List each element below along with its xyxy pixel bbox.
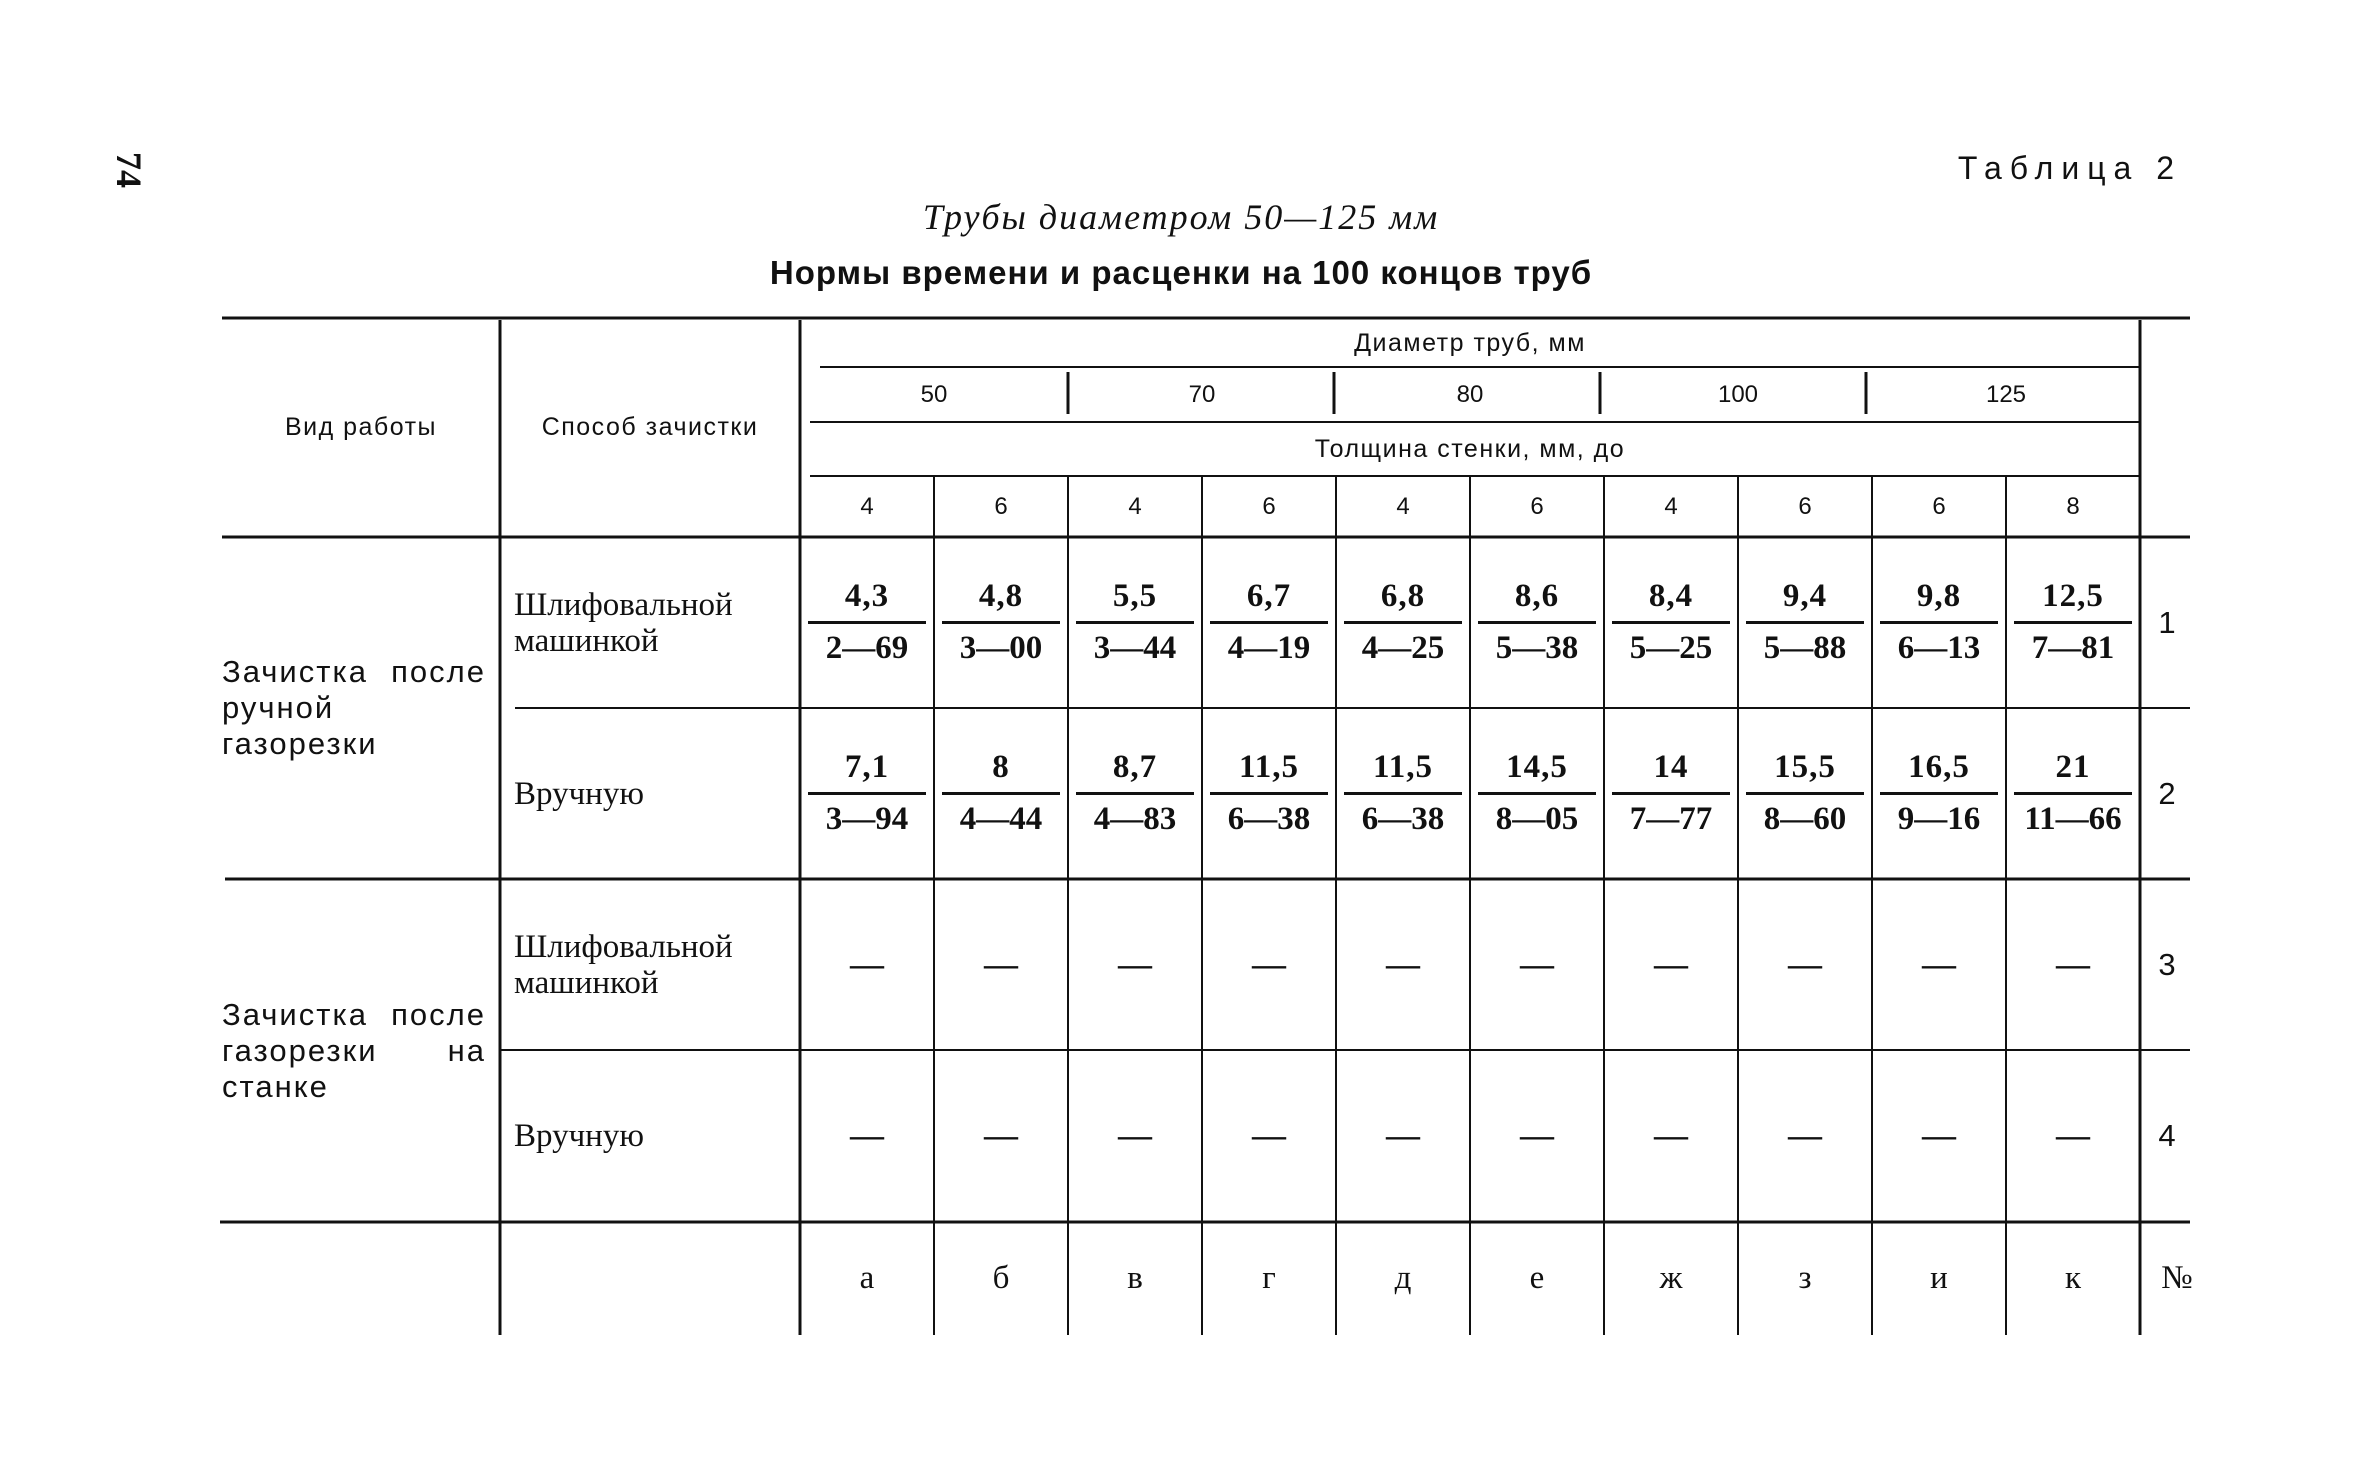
time-norm: 15,5 — [1774, 749, 1836, 785]
norm-rate-cell — [1470, 708, 1604, 879]
work-type-cell: Зачистка после газорезки на станке — [222, 996, 486, 1104]
empty-value-cell: — — [984, 1117, 1018, 1154]
column-letter: з — [1798, 1260, 1812, 1296]
page-number: 74 — [109, 152, 149, 188]
time-norm: 4,8 — [978, 578, 1024, 614]
rate-value: 6—13 — [1897, 630, 1981, 666]
norm-rate-cell — [800, 708, 934, 879]
header-thickness-cell: 4 — [1396, 492, 1410, 520]
time-norm: 12,5 — [2042, 578, 2104, 614]
time-norm: 6,8 — [1380, 578, 1426, 614]
empty-value-cell: — — [984, 945, 1018, 983]
empty-value-cell: — — [1654, 945, 1688, 983]
time-norm: 8,6 — [1514, 578, 1560, 614]
header-thickness-cell: 6 — [1932, 492, 1946, 520]
time-norm: 7,1 — [844, 749, 890, 785]
empty-value-cell: — — [2056, 1117, 2090, 1154]
empty-value-cell: — — [1654, 1117, 1688, 1154]
header-thickness-cell: 4 — [860, 492, 874, 520]
rate-value: 8—05 — [1495, 801, 1579, 837]
time-norm: 16,5 — [1908, 749, 1970, 785]
header-diameter-70: 70 — [1188, 380, 1216, 408]
header-thickness-cell: 4 — [1664, 492, 1678, 520]
norm-rate-cell — [934, 708, 1068, 879]
empty-value-cell: — — [1252, 1117, 1286, 1154]
column-letter: и — [1930, 1260, 1948, 1296]
table-title: Нормы времени и расценки на 100 концов труб — [769, 254, 1593, 291]
header-thickness-cell: 6 — [1530, 492, 1544, 520]
header-thickness-label: Толщина стенки, мм, до — [1314, 434, 1626, 463]
empty-value-cell: — — [850, 945, 884, 983]
empty-value-cell: — — [2056, 945, 2090, 983]
norm-rate-cell — [1068, 537, 1202, 708]
rate-value: 5—88 — [1763, 630, 1847, 666]
time-norm: 9,4 — [1782, 578, 1828, 614]
rate-value: 7—81 — [2031, 630, 2115, 666]
time-norm: 21 — [2055, 749, 2091, 785]
norm-rate-cell — [1336, 537, 1470, 708]
rate-value: 6—38 — [1361, 801, 1445, 837]
norm-rate-cell — [1872, 708, 2006, 879]
time-norm: 8,7 — [1112, 749, 1158, 785]
empty-value-cell: — — [1520, 1117, 1554, 1154]
norm-rate-cell — [1470, 537, 1604, 708]
column-letter: ж — [1659, 1260, 1683, 1296]
rate-value: 4—83 — [1093, 801, 1177, 837]
cleaning-method-cell: Вручную — [514, 775, 644, 812]
header-thickness-cell: 6 — [1798, 492, 1812, 520]
column-letter: г — [1262, 1260, 1276, 1296]
norm-rate-cell — [800, 537, 934, 708]
empty-value-cell: — — [1386, 1117, 1420, 1154]
norm-rate-cell — [1872, 537, 2006, 708]
empty-value-cell: — — [1252, 945, 1286, 983]
norm-rate-cell — [2006, 708, 2140, 879]
row-number: 2 — [2158, 775, 2176, 811]
empty-value-cell: — — [1788, 945, 1822, 983]
rate-value: 4—19 — [1227, 630, 1311, 666]
header-cleaning-method: Способ зачистки — [541, 413, 759, 441]
column-letter: б — [992, 1260, 1010, 1296]
header-diameter-125: 125 — [1985, 380, 2027, 408]
rate-value: 3—44 — [1093, 630, 1177, 666]
rate-value: 7—77 — [1629, 801, 1713, 837]
norm-rate-cell — [1336, 708, 1470, 879]
empty-value-cell: — — [1118, 1117, 1152, 1154]
norm-rate-cell — [1604, 708, 1738, 879]
norm-rate-cell — [934, 537, 1068, 708]
time-norm: 11,5 — [1373, 749, 1433, 785]
rate-value: 8—60 — [1763, 801, 1847, 837]
rate-value: 3—00 — [959, 630, 1043, 666]
cleaning-method-cell: Шлифовальной машинкой — [514, 928, 733, 1001]
time-norm: 8,4 — [1648, 578, 1694, 614]
rate-value: 11—66 — [2024, 801, 2122, 837]
empty-value-cell: — — [850, 1117, 884, 1154]
empty-value-cell: — — [1922, 945, 1956, 983]
time-norm: 14,5 — [1506, 749, 1568, 785]
norm-rate-cell — [1202, 708, 1336, 879]
header-work-type: Вид работы — [284, 413, 438, 441]
rate-value: 5—25 — [1629, 630, 1713, 666]
column-letter: к — [2064, 1260, 2082, 1296]
time-norm: 11,5 — [1239, 749, 1299, 785]
rate-value: 3—94 — [825, 801, 909, 837]
row-number-label: № — [2161, 1260, 2193, 1296]
column-letter: д — [1394, 1260, 1412, 1296]
empty-value-cell: — — [1922, 1117, 1956, 1154]
norm-rate-cell — [1738, 537, 1872, 708]
table-subtitle: Трубы диаметром 50—125 мм — [922, 197, 1440, 237]
row-number: 1 — [2158, 604, 2176, 640]
header-thickness-cell: 4 — [1128, 492, 1142, 520]
row-number: 4 — [2158, 1118, 2176, 1153]
rate-value: 6—38 — [1227, 801, 1311, 837]
rate-value: 4—25 — [1361, 630, 1445, 666]
header-thickness-cell: 8 — [2066, 492, 2080, 520]
header-diameter-80: 80 — [1456, 380, 1484, 408]
rate-value: 4—44 — [959, 801, 1043, 837]
time-norm: 4,3 — [844, 578, 890, 614]
work-type-cell: Зачистка после ручной газорезки — [222, 654, 486, 761]
header-diameter-label: Диаметр труб, мм — [1354, 328, 1586, 357]
table-label: Таблица 2 — [1957, 150, 2182, 186]
empty-value-cell: — — [1788, 1117, 1822, 1154]
time-norm: 6,7 — [1246, 578, 1292, 614]
time-norm: 8 — [992, 749, 1010, 785]
time-norm: 5,5 — [1112, 578, 1158, 614]
norm-rate-cell — [1068, 708, 1202, 879]
empty-value-cell: — — [1520, 945, 1554, 983]
empty-value-cell: — — [1118, 945, 1152, 983]
empty-value-cell: — — [1386, 945, 1420, 983]
norm-rate-cell — [1738, 708, 1872, 879]
column-letter: в — [1127, 1260, 1143, 1296]
header-thickness-cell: 6 — [994, 492, 1008, 520]
header-diameter-100: 100 — [1717, 380, 1759, 408]
column-letter: а — [859, 1260, 875, 1296]
row-number: 3 — [2158, 946, 2176, 982]
rate-value: 9—16 — [1897, 801, 1981, 837]
time-norm: 14 — [1653, 749, 1689, 785]
rate-value: 2—69 — [825, 630, 909, 666]
rate-value: 5—38 — [1495, 630, 1579, 666]
cleaning-method-cell: Шлифовальной машинкой — [514, 586, 733, 659]
cleaning-method-cell: Вручную — [514, 1118, 644, 1154]
column-letter: е — [1529, 1260, 1545, 1296]
header-thickness-cell: 6 — [1262, 492, 1276, 520]
header-diameter-50: 50 — [920, 380, 948, 408]
norm-rate-cell — [2006, 537, 2140, 708]
time-norm: 9,8 — [1916, 578, 1962, 614]
norm-rate-cell — [1202, 537, 1336, 708]
norm-rate-cell — [1604, 537, 1738, 708]
